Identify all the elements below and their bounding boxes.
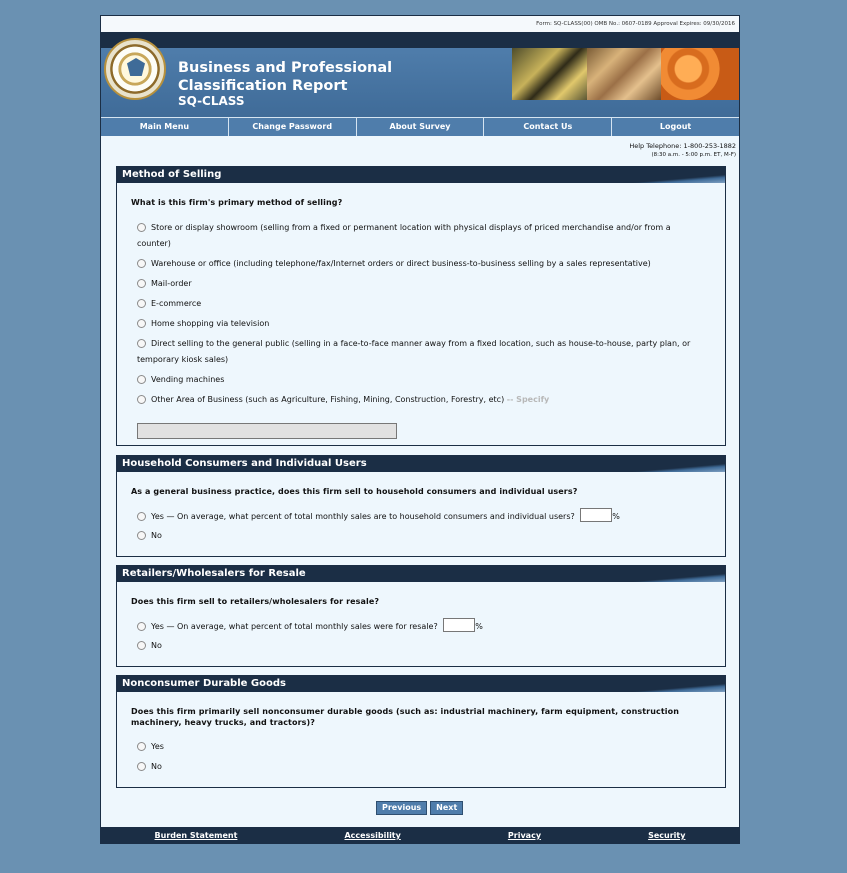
section-retailers-resale: [116, 565, 726, 667]
census-bureau-seal-icon: [104, 38, 166, 100]
question-resale: Does this firm sell to retailers/wholesalers for resale?: [131, 597, 380, 606]
radio-button-icon[interactable]: [137, 395, 146, 404]
help-telephone: [596, 142, 736, 160]
option-resale-yes[interactable]: [137, 618, 707, 635]
option-label: Yes — On average, what percent of total monthly sales were for resale?: [151, 622, 438, 631]
radio-button-icon[interactable]: [137, 742, 146, 751]
option-store-showroom[interactable]: [137, 220, 707, 252]
previous-button[interactable]: Previous: [376, 801, 427, 815]
option-label: Warehouse or office (including telephone/fax/Internet orders or direct business-to-business selling by a sales representative): [151, 259, 651, 268]
help-hours-text: (8:30 a.m. - 5:00 p.m. ET, M-F): [651, 152, 736, 158]
next-button[interactable]: Next: [430, 801, 463, 815]
option-label: Direct selling to the general public (selling in a face-to-face manner away from a fixed location, such as house-to-house, party plan, or temporary kiosk sales): [137, 339, 691, 364]
household-percent-input[interactable]: [580, 508, 612, 522]
radio-button-icon[interactable]: [137, 512, 146, 521]
nav-about-survey[interactable]: About Survey: [357, 118, 485, 136]
option-vending-machines[interactable]: [137, 372, 707, 388]
specify-label: -- Specify: [506, 395, 550, 404]
radio-button-icon[interactable]: [137, 259, 146, 268]
option-home-shopping-tv[interactable]: [137, 316, 707, 332]
option-label: Store or display showroom (selling from a fixed or permanent location with physical displays of priced merchandise and/or from a counter): [137, 223, 671, 248]
footer: [101, 827, 739, 844]
option-label: Mail-order: [151, 279, 192, 288]
option-household-yes[interactable]: [137, 508, 707, 525]
radio-button-icon[interactable]: [137, 319, 146, 328]
form-omb-line: Form: SQ-CLASS(00) OMB No.: 0607-0189 Approval Expires: 09/30/2016: [101, 16, 739, 32]
option-label: Other Area of Business (such as Agriculture, Fishing, Mining, Construction, Forestry, etc): [151, 395, 505, 404]
option-label: Home shopping via television: [151, 319, 270, 328]
radio-button-icon[interactable]: [137, 299, 146, 308]
radio-button-icon[interactable]: [137, 762, 146, 771]
nav-logout[interactable]: Logout: [659, 122, 692, 131]
section-nonconsumer-durable: [116, 675, 726, 788]
top-band: [101, 32, 739, 48]
option-household-no[interactable]: [137, 528, 707, 544]
option-label: Yes — On average, what percent of total monthly sales are to household consumers and individual users?: [151, 512, 575, 521]
radio-button-icon[interactable]: [137, 622, 146, 631]
option-label: Yes: [151, 742, 164, 751]
nav-change-password[interactable]: Change Password: [229, 118, 357, 136]
question-household: As a general business practice, does this firm sell to household consumers and individual users?: [131, 487, 578, 496]
option-resale-no[interactable]: [137, 638, 707, 654]
section-title: Household Consumers and Individual Users: [117, 456, 725, 472]
header-photo-oranges: [661, 48, 739, 100]
option-mail-order[interactable]: [137, 276, 707, 292]
question-durable-goods: Does this firm primarily sell nonconsumer durable goods (such as: industrial machinery, farm equipment, construction machinery, heavy trucks, and tractors)?: [131, 707, 680, 727]
section-method-of-selling: [116, 166, 726, 446]
footer-accessibility[interactable]: Accessibility: [344, 831, 401, 840]
radio-button-icon[interactable]: [137, 339, 146, 348]
footer-privacy[interactable]: Privacy: [507, 831, 542, 840]
option-label: No: [151, 641, 162, 650]
nav-contact-us[interactable]: Contact Us: [484, 118, 612, 136]
nav-main-menu[interactable]: Main Menu: [101, 118, 229, 136]
footer-burden-statement[interactable]: Burden Statement: [154, 831, 238, 840]
survey-page: [100, 15, 740, 844]
radio-button-icon[interactable]: [137, 641, 146, 650]
option-label: No: [151, 531, 162, 540]
option-direct-selling[interactable]: [137, 336, 707, 368]
percent-symbol: %: [612, 512, 620, 521]
option-label: Vending machines: [151, 375, 225, 384]
section-title: Method of Selling: [117, 167, 725, 183]
main-navigation: [101, 117, 739, 136]
option-label: No: [151, 762, 162, 771]
radio-button-icon[interactable]: [137, 279, 146, 288]
radio-button-icon[interactable]: [137, 375, 146, 384]
section-title: Nonconsumer Durable Goods: [117, 676, 725, 692]
radio-button-icon[interactable]: [137, 531, 146, 540]
option-e-commerce[interactable]: [137, 296, 707, 312]
seal-emblem-icon: [127, 58, 145, 76]
section-household-consumers: [116, 455, 726, 557]
page-subtitle: SQ-CLASS: [178, 94, 245, 108]
radio-button-icon[interactable]: [137, 223, 146, 232]
footer-security[interactable]: Security: [648, 831, 686, 840]
help-phone-text: Help Telephone: 1-800-253-1882: [629, 142, 736, 150]
header-banner: [101, 48, 739, 117]
header-photo-boxes: [587, 48, 661, 100]
header-photos: [512, 48, 739, 100]
header-photo-hardware: [512, 48, 587, 100]
option-warehouse-office[interactable]: [137, 256, 707, 272]
option-durable-yes[interactable]: [137, 739, 707, 755]
resale-percent-input[interactable]: [443, 618, 475, 632]
pagination-buttons: [376, 801, 463, 815]
page-title: Business and Professional Classification Report: [178, 60, 393, 94]
option-other-business[interactable]: [137, 392, 707, 408]
question-primary-selling: What is this firm's primary method of selling?: [131, 198, 343, 207]
option-label: E-commerce: [151, 299, 202, 308]
specify-input[interactable]: [137, 423, 397, 439]
percent-symbol: %: [475, 622, 483, 631]
section-title: Retailers/Wholesalers for Resale: [117, 566, 725, 582]
option-durable-no[interactable]: [137, 759, 707, 775]
